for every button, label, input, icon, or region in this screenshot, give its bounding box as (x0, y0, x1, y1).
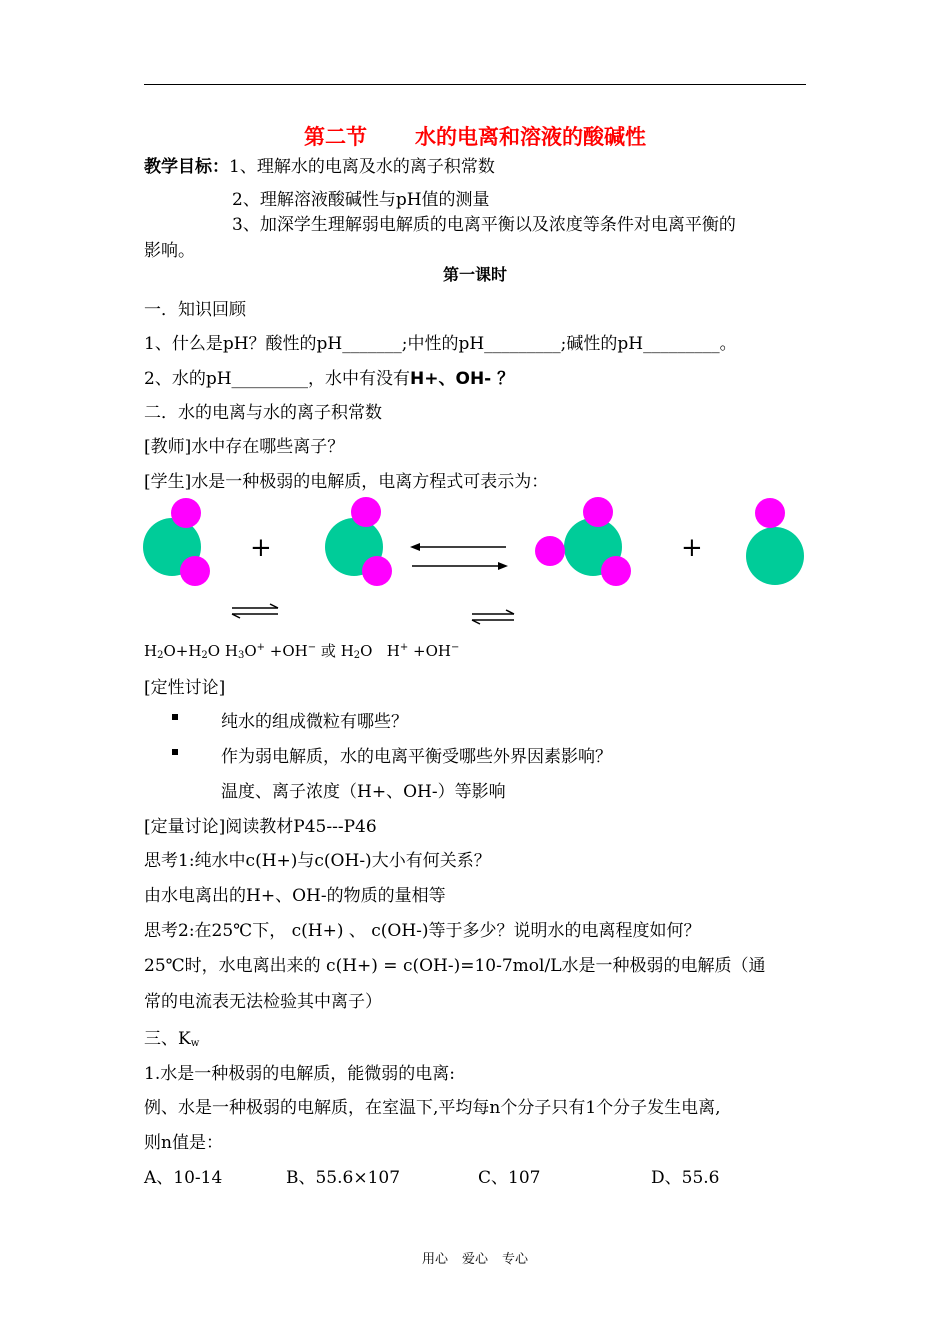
bullet-icon (172, 714, 178, 720)
molecule-h2o-2 (325, 497, 392, 586)
plus-sign-1: + (250, 533, 272, 563)
goal-3: 3、加深学生理解弱电解质的电离平衡以及浓度等条件对电离平衡的 (232, 215, 736, 235)
think-1-answer: 由水电离出的H+、OH-的物质的量相等 (144, 886, 446, 906)
teacher-line: [教师]水中存在哪些离子？ (144, 437, 345, 457)
lesson-heading: 第一课时 (442, 265, 507, 284)
oxygen-atom (746, 527, 804, 585)
hydrogen-atom (362, 556, 392, 586)
equilibrium-arrows-small-1 (232, 604, 278, 618)
page-footer: 用心 爱心 专心 (421, 1252, 529, 1267)
ionization-equation: $H_2O+H_2O$ $H_3O^+ +OH^-$ 或 $H_2O$ H+ +OH− (144, 642, 460, 661)
goal-2: 2、理解溶液酸碱性与pH值的测量 (232, 190, 490, 210)
option-b: B、55.6×107 (286, 1168, 401, 1188)
goal-1: 1、理解水的电离及水的离子积常数 (229, 157, 495, 177)
hydrogen-atom (535, 536, 565, 566)
qualitative-item-2: 作为弱电解质，水的电离平衡受哪些外界因素影响？ (221, 747, 612, 767)
section-1-heading: 一．知识回顾 (144, 300, 246, 320)
hydrogen-atom (755, 498, 785, 528)
think-2-answer-cont: 常的电流表无法检验其中离子） (144, 992, 382, 1012)
item-1: 1.水是一种极弱的电解质，能微弱的电离: (144, 1064, 455, 1084)
quantitative-label: [定量讨论]阅读教材P45---P46 (144, 817, 377, 837)
molecule-h3o (535, 497, 631, 586)
option-c: C、107 (478, 1168, 541, 1188)
hydrogen-atom (601, 556, 631, 586)
hydrogen-atom (180, 556, 210, 586)
bullet-icon (172, 749, 178, 755)
question-1: 1、什么是pH？酸性的pH_______;中性的pH_________;碱性的pH_________。 (144, 334, 737, 354)
think-1: 思考1:纯水中c(H+)与c(OH-)大小有何关系？ (144, 851, 491, 871)
student-line: [学生]水是一种极弱的电解质，电离方程式可表示为： (144, 472, 549, 492)
option-d: D、55.6 (651, 1168, 720, 1188)
hydrogen-atom (171, 498, 201, 528)
page-title: 第二节 水的电离和溶液的酸碱性 (304, 125, 646, 149)
qualitative-answer: 温度、离子浓度（H+、OH-）等影响 (221, 782, 506, 802)
hydrogen-atom (351, 497, 381, 527)
think-2-answer: 25℃时，水电离出来的 c(H+) = c(OH-)=10-7mol/L水是一种极弱的电解质（通 (144, 956, 766, 976)
qualitative-item-1: 纯水的组成微粒有哪些？ (221, 712, 408, 732)
section-2-heading: 二．水的电离与水的离子积常数 (144, 403, 382, 423)
hydrogen-atom (583, 497, 613, 527)
qualitative-label: [定性讨论] (144, 678, 226, 698)
equilibrium-arrows-small-2 (472, 610, 514, 624)
goal-3-cont: 影响。 (144, 241, 195, 261)
example-line: 例、水是一种极弱的电解质，在室温下,平均每n个分子只有1个分子发生电离, (144, 1098, 721, 1118)
think-2: 思考2:在25℃下， c(H+) 、 c(OH-)等于多少？说明水的电离程度如何？ (144, 921, 701, 941)
option-a: A、10-14 (144, 1168, 223, 1188)
molecule-oh (746, 498, 804, 585)
equilibrium-arrows-main (410, 543, 508, 570)
section-3-heading: 三、$K_w$ (144, 1029, 200, 1049)
example-line-cont: 则n值是： (144, 1133, 223, 1153)
question-2: 2、水的pH_________，水中有没有H+、OH- ？ (144, 369, 515, 389)
plus-sign-2: + (681, 533, 703, 563)
goals-label: 教学目标： (144, 157, 229, 177)
molecule-h2o-1 (143, 498, 210, 586)
